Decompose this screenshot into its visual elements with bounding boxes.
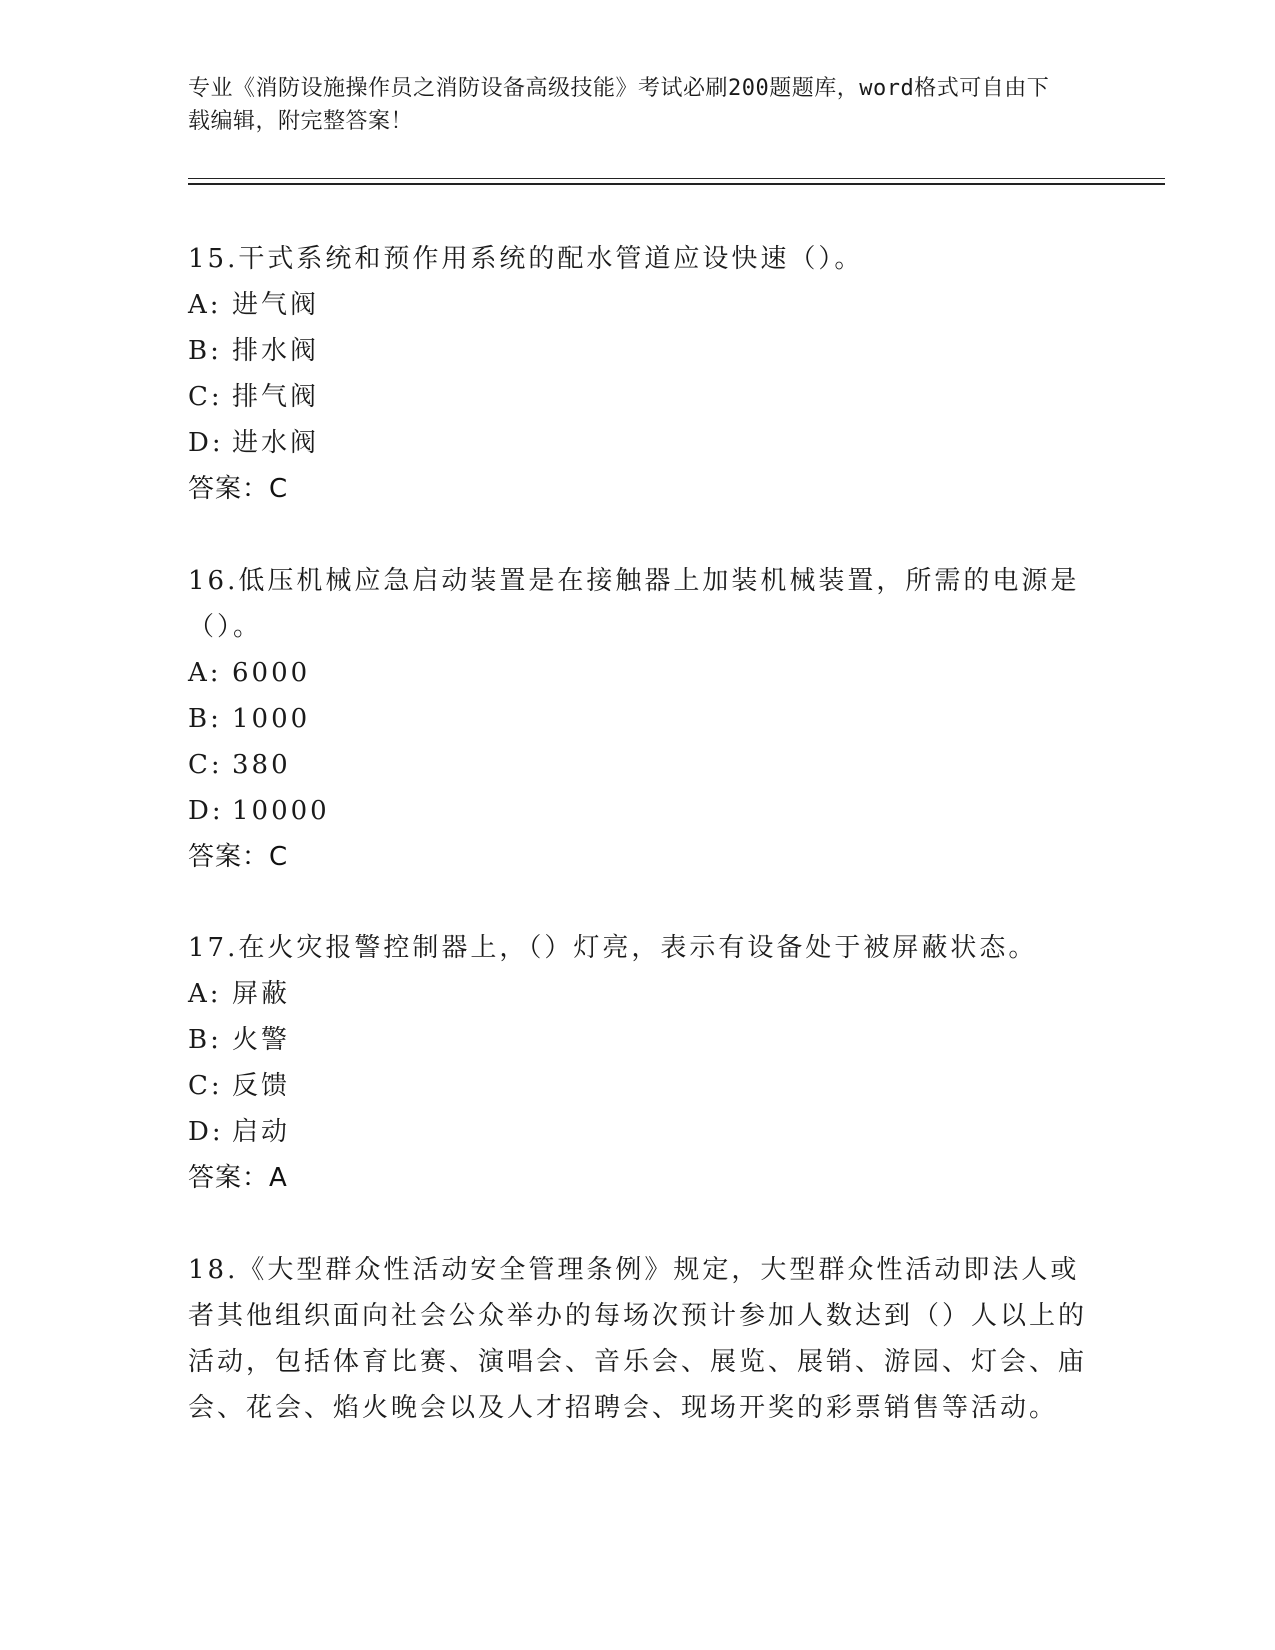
option-text: 火警 (232, 1025, 291, 1055)
option-letter: C: (188, 382, 223, 412)
option-c (188, 742, 1088, 788)
question-stem: 18.《大型群众性活动安全管理条例》规定，大型群众性活动即法人或者其他组织面向社会公众举办的每场次预计参加人数达到（）人以上的活动，包括体育比赛、演唱会、音乐会、展览、展销、游园、灯会、庙会、花会、焰火晚会以及人才招聘会、现场开奖的彩票销售等活动。 (188, 1255, 1088, 1423)
header-intro: 专业《消防设施操作员之消防设备高级技能》考试必刷200题题库，word格式可自由下载编辑，附完整答案！ (188, 76, 1050, 134)
question-16 (188, 558, 1088, 880)
option-a (188, 650, 1088, 696)
option-text: 启动 (232, 1117, 291, 1147)
question-15 (188, 236, 1088, 512)
answer-line: 答案：C (188, 842, 289, 872)
option-b (188, 328, 1088, 374)
option-a (188, 282, 1088, 328)
option-letter: C: (188, 750, 223, 780)
option-a (188, 971, 1088, 1017)
question-stem: 17.在火灾报警控制器上，（）灯亮，表示有设备处于被屏蔽状态。 (188, 933, 1038, 963)
option-letter: B: (188, 704, 222, 734)
answer-line: 答案：C (188, 474, 289, 504)
option-d (188, 1109, 1088, 1155)
option-letter: D: (188, 796, 224, 826)
question-stem: 16.低压机械应急启动装置是在接触器上加装机械装置，所需的电源是（）。 (188, 566, 1080, 642)
option-letter: D: (188, 428, 224, 458)
option-text: 排水阀 (232, 336, 320, 366)
option-d (188, 788, 1088, 834)
option-letter: B: (188, 336, 222, 366)
option-c (188, 374, 1088, 420)
option-text: 反馈 (232, 1071, 291, 1101)
answer-line: 答案：A (188, 1163, 288, 1193)
option-letter: D: (188, 1117, 224, 1147)
question-stem: 15.干式系统和预作用系统的配水管道应设快速（）。 (188, 244, 864, 274)
question-18 (188, 1247, 1088, 1431)
option-text: 6000 (232, 658, 311, 688)
question-17 (188, 925, 1088, 1201)
option-text: 进水阀 (232, 428, 320, 458)
option-text: 屏蔽 (232, 979, 291, 1009)
option-text: 10000 (232, 796, 330, 826)
option-letter: B: (188, 1025, 222, 1055)
option-text: 1000 (232, 704, 311, 734)
option-letter: A: (188, 979, 222, 1009)
option-text: 进气阀 (232, 290, 320, 320)
option-text: 排气阀 (232, 382, 320, 412)
option-letter: A: (188, 290, 222, 320)
header-divider-thin (188, 178, 1165, 179)
option-d (188, 420, 1088, 466)
option-b (188, 696, 1088, 742)
header-divider-thick (188, 183, 1165, 185)
option-letter: A: (188, 658, 222, 688)
option-b (188, 1017, 1088, 1063)
option-text: 380 (232, 750, 291, 780)
option-c (188, 1063, 1088, 1109)
option-letter: C: (188, 1071, 223, 1101)
